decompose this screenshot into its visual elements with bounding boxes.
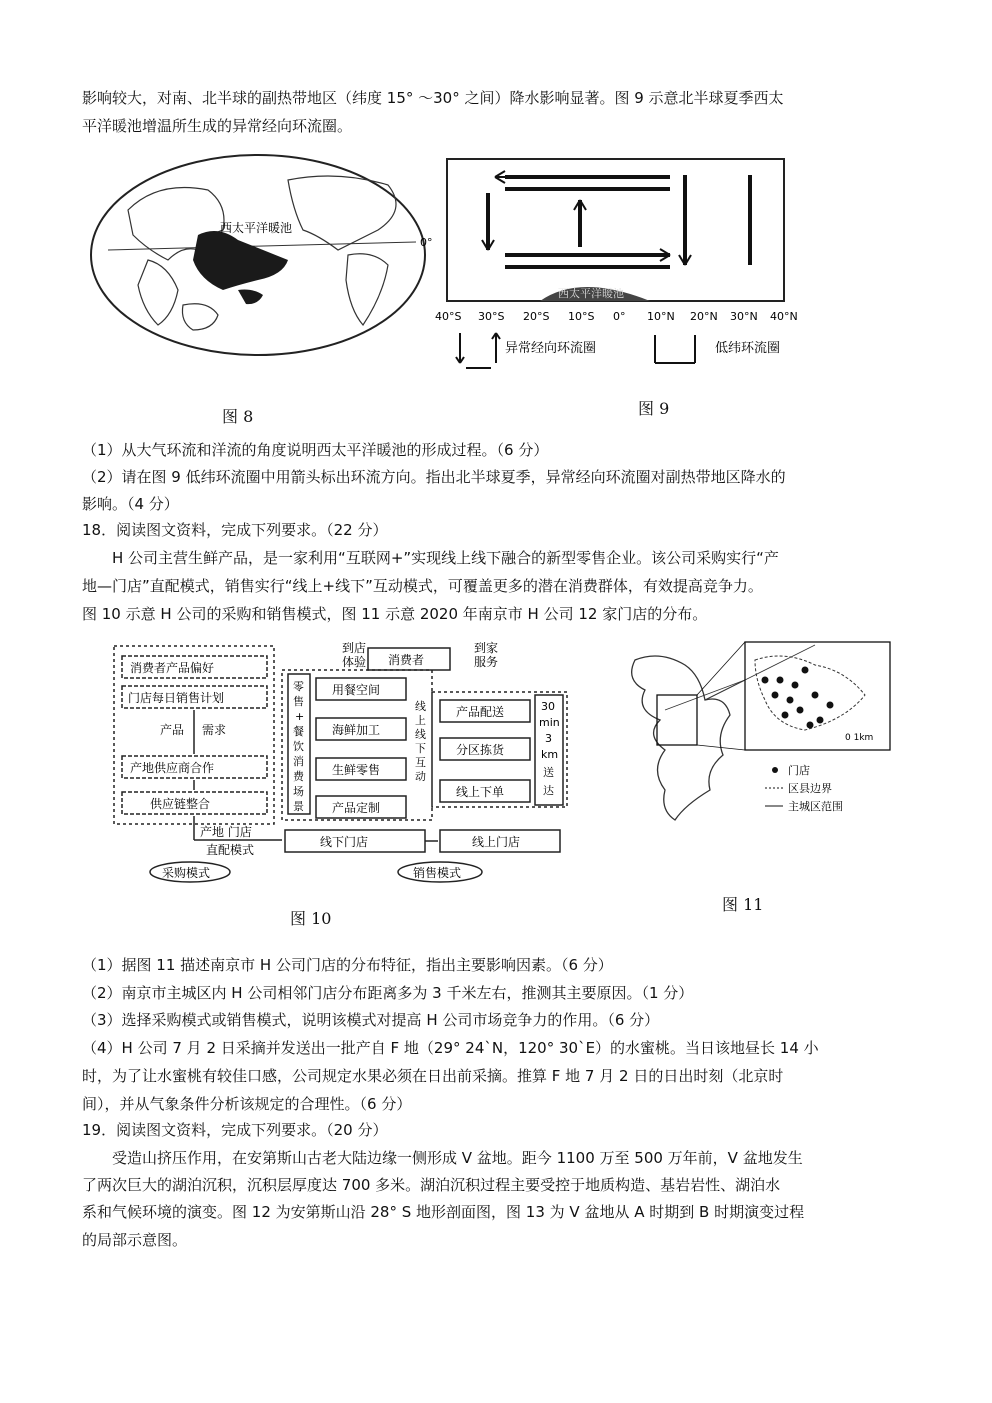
figure-9-caption: 图 9 <box>638 399 670 418</box>
legend-lowlat-icon <box>655 335 695 363</box>
q18-para-3: 图 10 示意 H 公司的采购和销售模式，图 11 示意 2020 年南京市 H 公司 12 家门店的分布。 <box>82 605 708 623</box>
q18-sub-4c: 间），并从气象条件分析该规定的合理性。（6 分） <box>82 1095 412 1113</box>
q18-title: 18．阅读图文资料，完成下列要求。（22 分） <box>82 521 388 539</box>
store-dot <box>827 702 834 709</box>
interact-char: 上 <box>415 714 426 727</box>
lat-label: 10°S <box>568 310 595 323</box>
fig10-direct-2: 直配模式 <box>206 843 255 857</box>
store-dot <box>762 677 769 684</box>
speed-item: 3 <box>545 732 552 745</box>
fig10-store-plan: 门店每日销售计划 <box>128 691 225 705</box>
legend-lowlat-label: 低纬环流圈 <box>715 341 781 356</box>
fig10-dining: 用餐空间 <box>332 683 381 697</box>
venue-char: + <box>295 710 305 723</box>
q18-sub-2: （2）南京市主城区内 H 公司相邻门店分布距离多为 3 千米左右，推测其主要原因。（1 分） <box>82 984 694 1002</box>
store-dot <box>797 707 804 714</box>
venue-char: 零 <box>293 680 304 693</box>
speed-item: km <box>541 748 559 761</box>
fig10-fresh: 生鲜零售 <box>332 763 381 777</box>
interact-char: 下 <box>415 742 426 755</box>
q19-title: 19．阅读图文资料，完成下列要求。（20 分） <box>82 1121 388 1139</box>
q19-line-1: 受造山挤压作用，在安第斯山古老大陆边缘一侧形成 V 盆地。距今 1100 万至 500 万年前，V 盆地发生 <box>112 1149 803 1167</box>
speed-item: min <box>539 716 560 729</box>
lat-label: 40°S <box>435 310 462 323</box>
fig8-pool-label: 西太平洋暖池 <box>220 221 293 235</box>
fig10-sorting: 分区拣货 <box>456 743 505 757</box>
legend-store-label: 门店 <box>788 764 810 777</box>
fig10-seafood: 海鲜加工 <box>332 723 381 737</box>
q17-part-2b: 影响。（4 分） <box>82 495 179 513</box>
store-dot <box>782 712 789 719</box>
map-scale: 0 1km <box>845 733 874 743</box>
q17-part-1: （1）从大气环流和洋流的角度说明西太平洋暖池的形成过程。（6 分） <box>82 441 549 459</box>
figure-8-caption: 图 8 <box>222 407 254 426</box>
fig10-online-store: 线上门店 <box>472 835 521 849</box>
warm-pool-shape <box>193 231 288 290</box>
interact-char: 互 <box>415 756 426 769</box>
speed-item: 30 <box>541 700 555 713</box>
interact-char: 线 <box>415 728 426 741</box>
q17-part-2a: （2）请在图 9 低纬环流圈中用箭头标出环流方向。指出北半球夏季，异常经向环流圈对副热带地区降水的 <box>82 468 786 486</box>
figure-10-caption: 图 10 <box>290 909 332 928</box>
q18-sub-4b: 时，为了让水蜜桃有较佳口感，公司规定水果必须在日出前采摘。推算 F 地 7 月 2 日的日出时刻（北京时 <box>82 1067 784 1085</box>
fig8-zero-label: 0° <box>420 236 433 249</box>
interact-char: 动 <box>415 770 426 783</box>
q18-para-2: 地—门店”直配模式，销售实行“线上+线下”互动模式，可覆盖更多的潜在消费群体，有效提高竞争力。 <box>82 577 763 595</box>
venue-char: 饮 <box>293 740 304 753</box>
lat-label: 0° <box>613 310 626 323</box>
speed-item: 达 <box>543 784 554 797</box>
fig10-to-home-1: 到家 <box>474 641 499 655</box>
legend-anomaly-icon <box>456 333 500 368</box>
figure-11-map <box>605 640 895 830</box>
fig10-product: 产品 <box>160 723 185 737</box>
lat-label: 20°N <box>690 310 718 323</box>
low-latitude-circulation <box>685 175 750 265</box>
fig10-consumer-pref: 消费者产品偏好 <box>130 661 215 675</box>
q18-sub-4a: （4）H 公司 7 月 2 日采摘并发送出一批产自 F 地（29° 24`N，120° 30`E）的水蜜桃。当日该地昼长 14 小 <box>82 1039 819 1057</box>
figure-11-caption: 图 11 <box>722 895 764 914</box>
q18-sub-1: （1）据图 11 描述南京市 H 公司门店的分布特征，指出主要影响因素。（6 分） <box>82 956 613 974</box>
lat-label: 30°S <box>478 310 505 323</box>
fig10-chain: 供应链整合 <box>150 797 211 811</box>
fig10-purchase-mode: 采购模式 <box>162 866 211 880</box>
fig10-demand: 需求 <box>202 723 227 737</box>
lat-label: 10°N <box>647 310 675 323</box>
store-dot <box>772 692 779 699</box>
store-dot <box>802 667 809 674</box>
q18-sub-3: （3）选择采购模式或销售模式，说明该模式对提高 H 公司市场竞争力的作用。（6 分） <box>82 1011 660 1029</box>
figure-8-world-map <box>88 150 438 360</box>
venue-char: 费 <box>293 770 304 783</box>
lat-label: 30°N <box>730 310 758 323</box>
venue-char: 场 <box>293 785 304 798</box>
intro-line-1: 影响较大，对南、北半球的副热带地区（纬度 15° ～30° 之间）降水影响显著。图 9 示意北半球夏季西太 <box>82 89 784 107</box>
venue-char: 餐 <box>293 725 304 738</box>
store-dot <box>777 677 784 684</box>
store-dot <box>792 682 799 689</box>
speed-item: 送 <box>543 766 554 779</box>
lat-label: 20°S <box>523 310 550 323</box>
store-dot <box>807 722 814 729</box>
interact-char: 线 <box>415 700 426 713</box>
store-dot <box>812 692 819 699</box>
figure-9-circulation <box>430 155 810 395</box>
legend-store-dot <box>772 767 778 773</box>
figure-10-flowchart <box>110 640 590 890</box>
store-dot <box>787 697 794 704</box>
q19-line-4: 的局部示意图。 <box>82 1231 188 1249</box>
fig10-delivery: 产品配送 <box>456 705 505 719</box>
fig10-custom: 产品定制 <box>332 801 381 815</box>
fig10-online-order: 线上下单 <box>456 785 505 799</box>
intro-line-2: 平洋暖池增温所生成的异常经向环流圈。 <box>82 117 353 135</box>
q19-line-2: 了两次巨大的湖泊沉积，沉积层厚度达 700 多米。湖泊沉积过程主要受控于地质构造、基岩岩性、湖泊水 <box>82 1176 781 1194</box>
venue-char: 消 <box>293 755 304 768</box>
fig10-to-store-2: 体验 <box>342 655 367 669</box>
legend-main-label: 主城区范围 <box>788 800 843 813</box>
q18-para-1: H 公司主营生鲜产品，是一家利用“互联网+”实现线上线下融合的新型零售企业。该公司采购实行“产 <box>112 549 779 567</box>
fig10-origin-coop: 产地供应商合作 <box>130 761 215 775</box>
venue-char: 售 <box>293 695 304 708</box>
fig10-to-store-1: 到店 <box>342 641 367 655</box>
fig10-sales-mode: 销售模式 <box>413 866 462 880</box>
fig10-consumer: 消费者 <box>388 653 425 667</box>
fig9-pool-label: 西太平洋暖池 <box>558 287 624 300</box>
fig10-direct-1: 产地 门店 <box>200 825 252 839</box>
fig10-to-home-2: 服务 <box>474 655 499 669</box>
fig10-offline-store: 线下门店 <box>320 835 369 849</box>
venue-char: 景 <box>293 800 304 813</box>
legend-anomaly-label: 异常经向环流圈 <box>505 341 597 356</box>
store-dot <box>817 717 824 724</box>
q19-line-3: 系和气候环境的演变。图 12 为安第斯山沿 28° S 地形剖面图，图 13 为 V 盆地从 A 时期到 B 时期演变过程 <box>82 1203 805 1221</box>
anomaly-circulation <box>488 177 670 267</box>
legend-boundary-label: 区县边界 <box>788 782 832 795</box>
lat-label: 40°N <box>770 310 798 323</box>
